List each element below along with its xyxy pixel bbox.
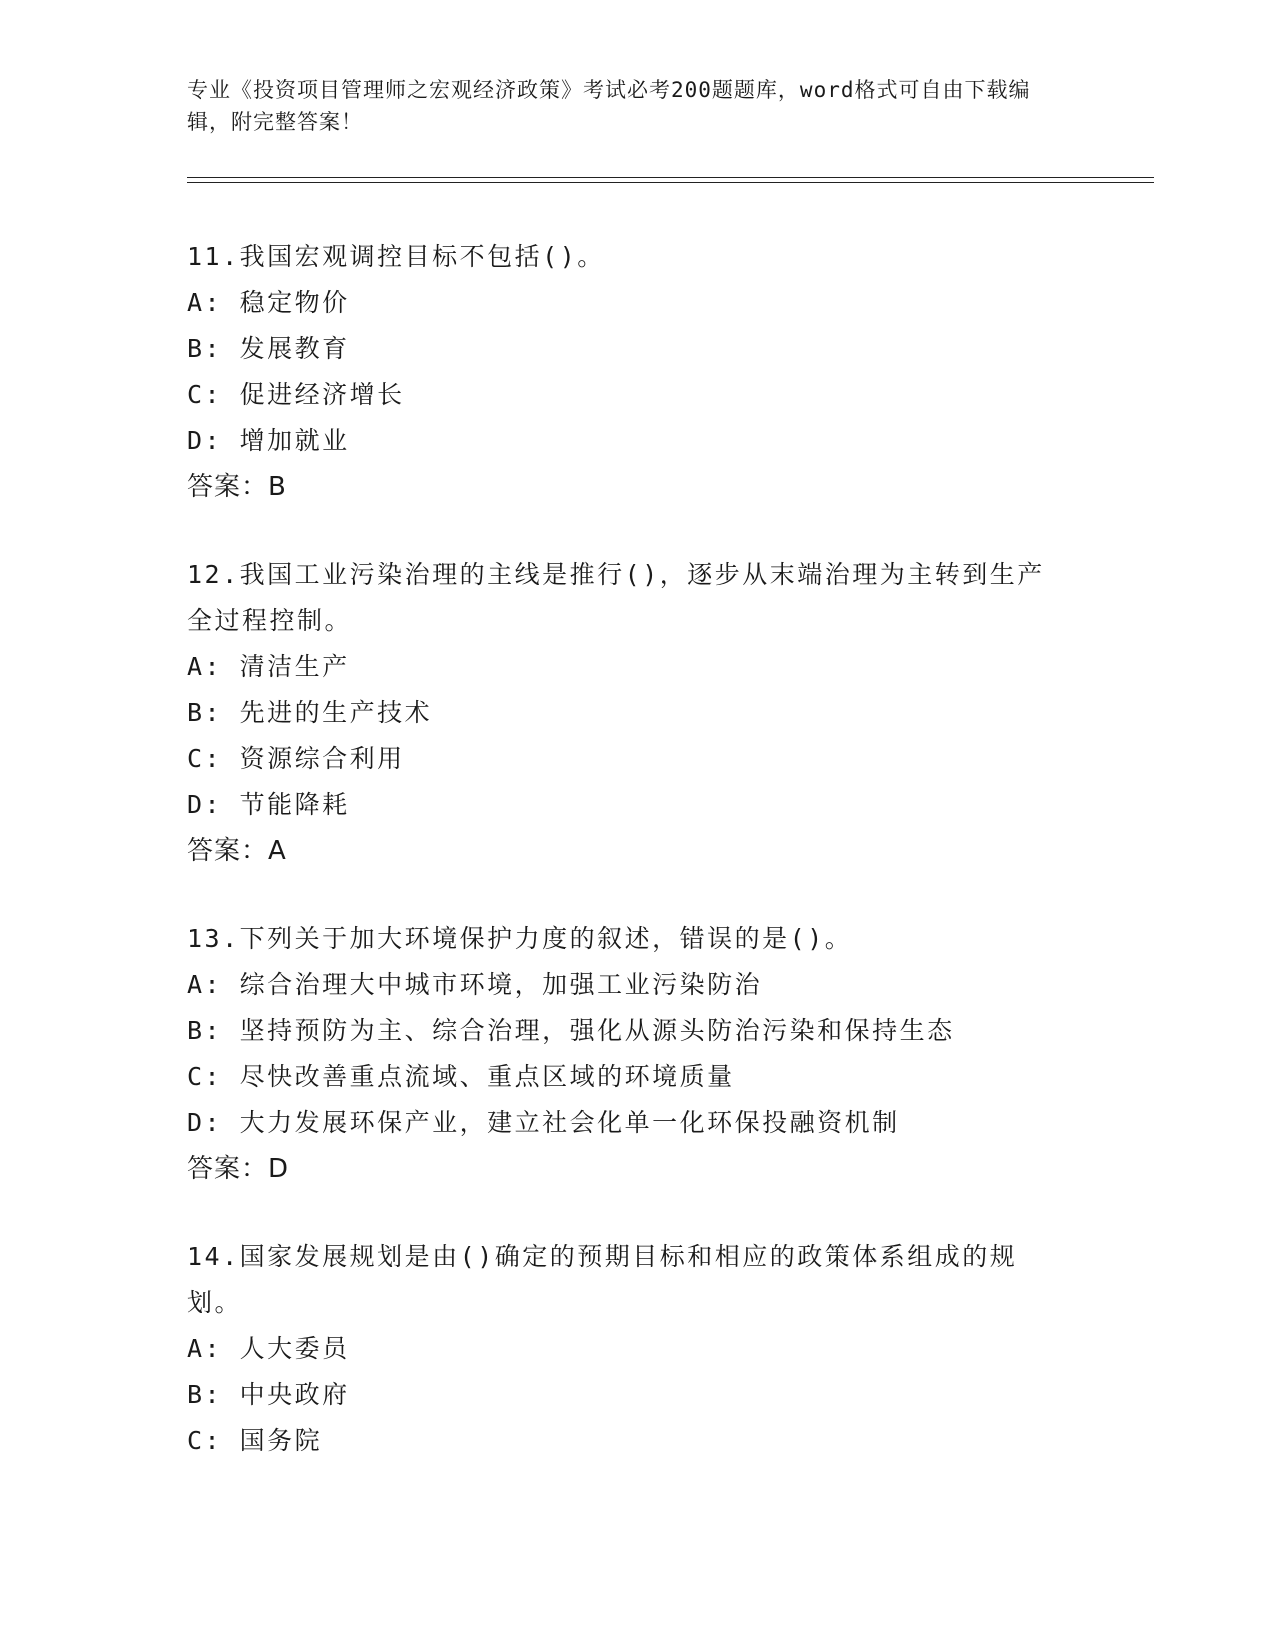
option-text: 大力发展环保产业，建立社会化单一化环保投融资机制 bbox=[239, 1108, 900, 1137]
question-number: 13. bbox=[187, 924, 240, 953]
option-c bbox=[187, 1054, 1087, 1100]
option-text: 先进的生产技术 bbox=[239, 698, 433, 727]
option-b bbox=[187, 1008, 1087, 1054]
option-letter: D: bbox=[187, 1108, 223, 1137]
option-a bbox=[187, 280, 1087, 326]
question-stem bbox=[187, 916, 1067, 962]
option-c bbox=[187, 1418, 1087, 1464]
question-stem bbox=[187, 552, 1067, 644]
option-a bbox=[187, 962, 1087, 1008]
option-b bbox=[187, 1372, 1087, 1418]
question-text: 下列关于加大环境保护力度的叙述，错误的是()。 bbox=[239, 924, 853, 953]
question-text: 我国工业污染治理的主线是推行()，逐步从末端治理为主转到生产全过程控制。 bbox=[187, 560, 1045, 635]
answer-line bbox=[187, 1146, 1087, 1192]
question-11 bbox=[187, 234, 1087, 510]
answer-value: B bbox=[268, 472, 287, 502]
option-text: 尽快改善重点流域、重点区域的环境质量 bbox=[239, 1062, 735, 1091]
question-list bbox=[187, 234, 1087, 1506]
question-text: 国家发展规划是由()确定的预期目标和相应的政策体系组成的规划。 bbox=[187, 1242, 1018, 1317]
option-letter: B: bbox=[187, 1380, 223, 1409]
option-text: 发展教育 bbox=[239, 334, 350, 363]
option-letter: C: bbox=[187, 1062, 223, 1091]
question-13 bbox=[187, 916, 1087, 1192]
option-text: 稳定物价 bbox=[239, 288, 350, 317]
question-number: 12. bbox=[187, 560, 240, 589]
question-stem bbox=[187, 1234, 1067, 1326]
option-text: 中央政府 bbox=[239, 1380, 350, 1409]
answer-line bbox=[187, 464, 1087, 510]
option-letter: C: bbox=[187, 1426, 223, 1455]
question-stem bbox=[187, 234, 1067, 280]
option-c bbox=[187, 736, 1087, 782]
question-text: 我国宏观调控目标不包括()。 bbox=[239, 242, 605, 271]
option-d bbox=[187, 782, 1087, 828]
option-letter: B: bbox=[187, 1016, 223, 1045]
option-letter: D: bbox=[187, 426, 223, 455]
answer-label: 答案： bbox=[187, 836, 269, 866]
option-text: 节能降耗 bbox=[239, 790, 350, 819]
option-c bbox=[187, 372, 1087, 418]
question-number: 11. bbox=[187, 242, 240, 271]
option-text: 增加就业 bbox=[239, 426, 350, 455]
question-14 bbox=[187, 1234, 1087, 1464]
option-letter: B: bbox=[187, 334, 223, 363]
option-letter: C: bbox=[187, 744, 223, 773]
answer-value: D bbox=[268, 1154, 290, 1184]
option-text: 综合治理大中城市环境，加强工业污染防治 bbox=[239, 970, 763, 999]
answer-value: A bbox=[268, 836, 287, 866]
header-divider-bottom bbox=[187, 182, 1154, 183]
option-letter: A: bbox=[187, 1334, 223, 1363]
option-letter: A: bbox=[187, 652, 223, 681]
option-a bbox=[187, 644, 1087, 690]
option-text: 人大委员 bbox=[239, 1334, 350, 1363]
option-letter: A: bbox=[187, 970, 223, 999]
option-letter: B: bbox=[187, 698, 223, 727]
option-d bbox=[187, 418, 1087, 464]
answer-label: 答案： bbox=[187, 1154, 269, 1184]
option-letter: A: bbox=[187, 288, 223, 317]
option-letter: C: bbox=[187, 380, 223, 409]
option-text: 资源综合利用 bbox=[239, 744, 405, 773]
option-letter: D: bbox=[187, 790, 223, 819]
document-intro: 专业《投资项目管理师之宏观经济政策》考试必考200题题库，word格式可自由下载编辑，附完整答案！ bbox=[187, 78, 1031, 134]
option-a bbox=[187, 1326, 1087, 1372]
option-text: 国务院 bbox=[239, 1426, 323, 1455]
option-d bbox=[187, 1100, 1087, 1146]
answer-line bbox=[187, 828, 1087, 874]
option-b bbox=[187, 690, 1087, 736]
question-12 bbox=[187, 552, 1087, 874]
question-number: 14. bbox=[187, 1242, 240, 1271]
option-text: 促进经济增长 bbox=[239, 380, 405, 409]
option-text: 清洁生产 bbox=[239, 652, 350, 681]
option-b bbox=[187, 326, 1087, 372]
header-divider-top bbox=[187, 177, 1154, 178]
option-text: 坚持预防为主、综合治理，强化从源头防治污染和保持生态 bbox=[239, 1016, 955, 1045]
answer-label: 答案： bbox=[187, 472, 269, 502]
